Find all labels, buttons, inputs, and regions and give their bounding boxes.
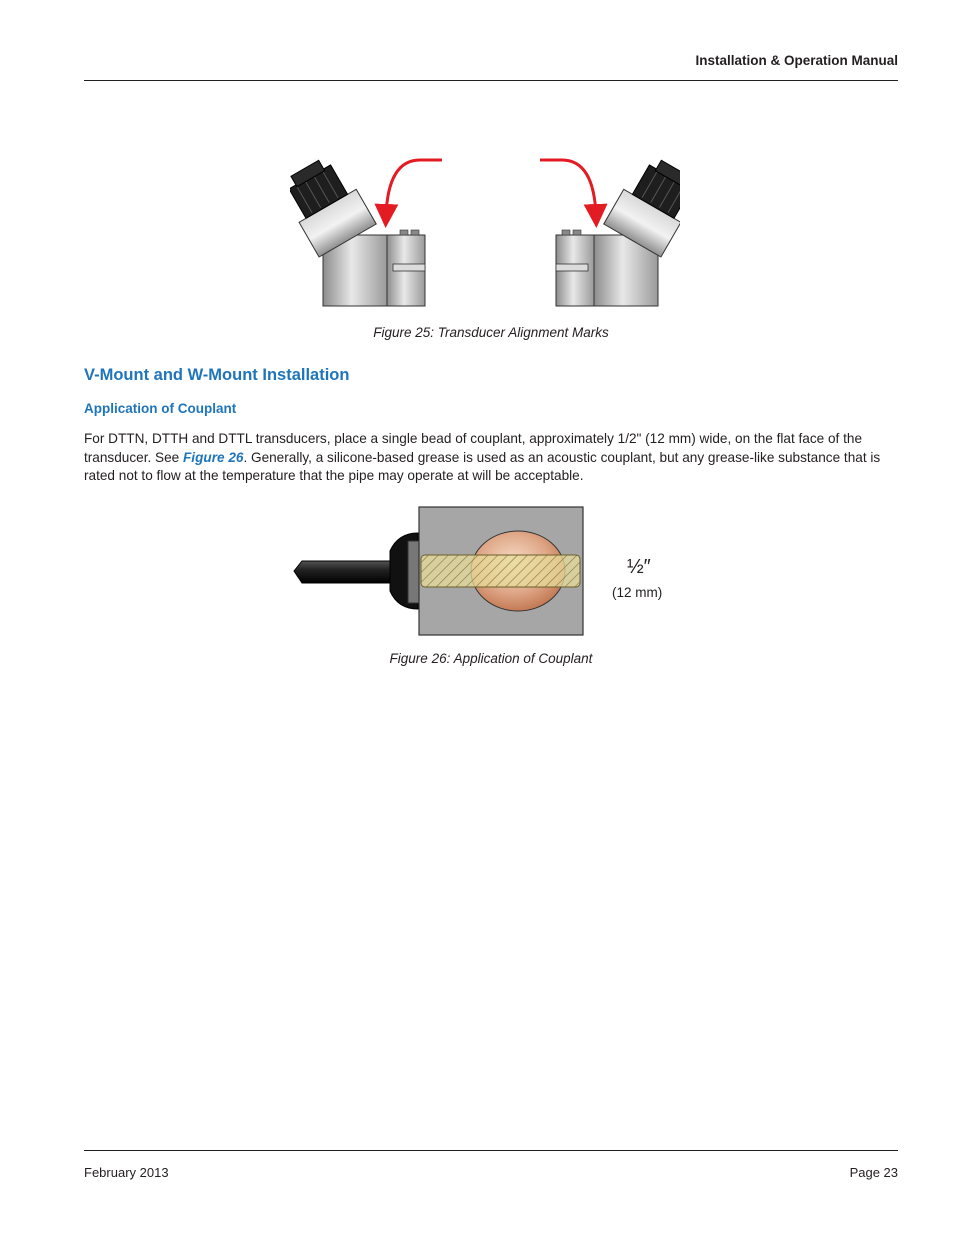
dimension-fraction: ½″	[627, 556, 651, 578]
cable	[294, 561, 390, 583]
header-title: Installation & Operation Manual	[695, 53, 898, 68]
paragraph-text-start: For DTTN, DTTH and DTTL transducers, place a single bead of couplant, approximately 1/2" (12 mm) wide, on the flat face of the transducer. See	[84, 431, 863, 465]
footer-date: February 2013	[84, 1165, 169, 1180]
right-arrow	[540, 160, 596, 216]
footer-rule	[84, 1150, 898, 1151]
figure-25-illustration	[290, 150, 680, 310]
figure-26-illustration	[290, 505, 590, 637]
section-heading: V-Mount and W-Mount Installation	[84, 366, 350, 384]
left-transducer	[290, 151, 425, 306]
couplant-paragraph	[84, 430, 884, 486]
figure-26-caption: Figure 26: Application of Couplant	[389, 651, 593, 666]
right-transducer	[556, 151, 680, 306]
header-rule	[84, 80, 898, 81]
couplant-bead	[421, 555, 580, 587]
figure-25-caption: Figure 25: Transducer Alignment Marks	[373, 325, 609, 340]
footer-page-number: Page 23	[849, 1165, 898, 1180]
figure-26-link[interactable]: Figure 26	[183, 449, 244, 465]
left-arrow	[386, 160, 442, 216]
paragraph-text-end: . Generally, a silicone-based grease is used as an acoustic couplant, but any grease-like substance that is rated not to flow at the temperature that the pipe may operate at will be acceptable.	[84, 449, 881, 483]
dimension-metric: (12 mm)	[612, 585, 663, 600]
section-subheading: Application of Couplant	[84, 401, 237, 416]
